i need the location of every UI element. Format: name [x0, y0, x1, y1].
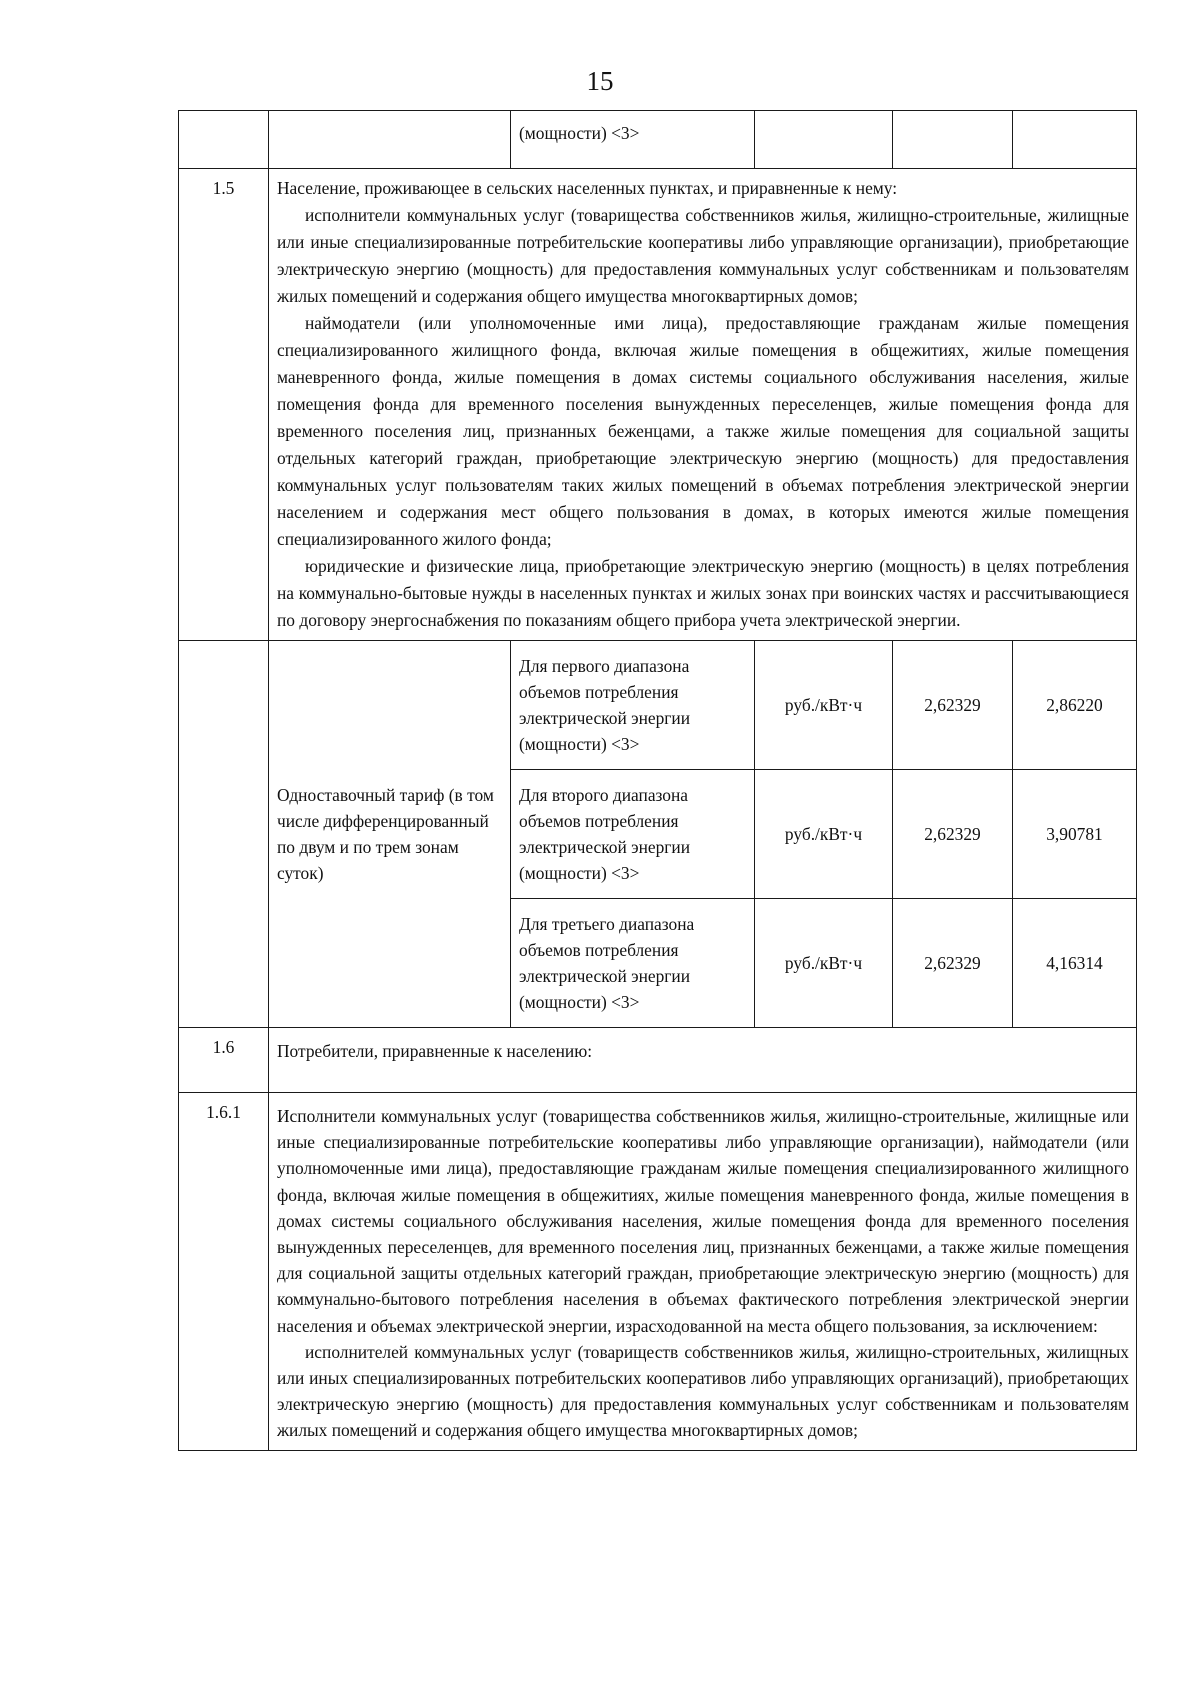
paragraph: исполнителей коммунальных услуг (товариществ собственников жилья, жилищно-строительных, жилищных или иных специализированных потребительских кооперативов либо управляющих организаций), приобретающих электрическую энергию (мощность) для предоставления коммунальных услуг собственникам и пользователям жилых помещений и содержания общего имущества многоквартирных домов; [277, 1341, 1129, 1441]
paragraph: Исполнители коммунальных услуг (товарищества собственников жилья, жилищно-строительные, жилищные или иные специализированные потребительские кооперативы либо управляющие организации), наймодатели (или уполномоченные ими лица), предоставляющие гражданам жилые помещения специализированного жилищного фонда, включая жилые помещения в общежитиях, жилые помещения маневренного фонда, жилые помещения в домах системы социального обслуживания населения, жилые помещения фонда для временного поселения вынужденных переселенцев, для временного поселения лиц, признанных беженцами, а также жилые помещения для социальной защиты отдельных категорий граждан, приобретающие электрическую энергию (мощность) для коммунально-бытового потребления населения в объемах фактического потребления электрической энергии населения и объемах электрической энергии, израсходованной на места общего пользования, за исключением: [277, 1106, 1129, 1336]
row-number: 1.6.1 [179, 1093, 269, 1451]
value-1: 2,62329 [893, 899, 1013, 1028]
value-2: 2,86220 [1013, 641, 1137, 770]
unit: руб./кВт·ч [755, 770, 893, 899]
section-text [269, 169, 1137, 641]
tariff-table [178, 110, 1137, 1451]
range-desc: Для первого диапазона объемов потребления электрической энергии (мощности) <3> [511, 641, 755, 770]
table-row-continuation [179, 111, 1137, 169]
range-desc: Для второго диапазона объемов потребления электрической энергии (мощности) <3> [511, 770, 755, 899]
section-heading: Потребители, приравненные к населению: [269, 1028, 1137, 1093]
paragraph: исполнители коммунальных услуг (товарищества собственников жилья, жилищно-строительные, жилищные или иные специализированные потребительские кооперативы либо управляющие организации), приобретающие электрическую энергию (мощность) для предоставления коммунальных услуг собственникам и пользователям жилых помещений и содержания общего имущества многоквартирных домов; [277, 205, 1129, 306]
unit: руб./кВт·ч [755, 899, 893, 1028]
cell-value-2-empty [1013, 111, 1137, 169]
table-row-1-5 [179, 169, 1137, 641]
cell-num-empty [179, 111, 269, 169]
value-2: 4,16314 [1013, 899, 1137, 1028]
section-text [269, 1093, 1137, 1451]
row-number: 1.5 [179, 169, 269, 641]
table-row-1-6 [179, 1028, 1137, 1093]
cell-value-1-empty [893, 111, 1013, 169]
cell-num-empty [179, 641, 269, 1028]
table-row-1-6-1 [179, 1093, 1137, 1451]
paragraph: наймодатели (или уполномоченные ими лица), предоставляющие гражданам жилые помещения специализированного жилищного фонда, включая жилые помещения в общежитиях, жилые помещения маневренного фонда, жилые помещения в домах системы социального обслуживания населения, жилые помещения фонда для временного поселения вынужденных переселенцев, жилые помещения фонда для временного поселения лиц, признанных беженцами, а также жилые помещения для социальной защиты отдельных категорий граждан, приобретающие электрическую энергию (мощность) для предоставления коммунальных услуг пользователям таких жилых помещений в объемах потребления электрической энергии населением и содержания мест общего пользования в домах, в которых имеются жилые помещения специализированного жилого фонда; [277, 313, 1129, 549]
range-desc: Для третьего диапазона объемов потребления электрической энергии (мощности) <3> [511, 899, 755, 1028]
value-2: 3,90781 [1013, 770, 1137, 899]
cell-name-empty [269, 111, 511, 169]
table-row-range-1 [179, 641, 1137, 770]
section-heading: Население, проживающее в сельских населенных пунктах, и приравненные к нему: [277, 178, 898, 198]
unit: руб./кВт·ч [755, 641, 893, 770]
page-number: 15 [586, 66, 614, 96]
value-1: 2,62329 [893, 770, 1013, 899]
paragraph: юридические и физические лица, приобретающие электрическую энергию (мощность) в целях потребления на коммунально-бытовые нужды в населенных пунктах и жилых зонах при воинских частях и рассчитывающиеся по договору энергоснабжения по показаниям общего прибора учета электрической энергии. [277, 556, 1129, 630]
row-number: 1.6 [179, 1028, 269, 1093]
cell-continued-desc: (мощности) <3> [511, 111, 755, 169]
value-1: 2,62329 [893, 641, 1013, 770]
tariff-name: Одноставочный тариф (в том числе дифференцированный по двум и по трем зонам суток) [269, 641, 511, 1028]
cell-unit-empty [755, 111, 893, 169]
